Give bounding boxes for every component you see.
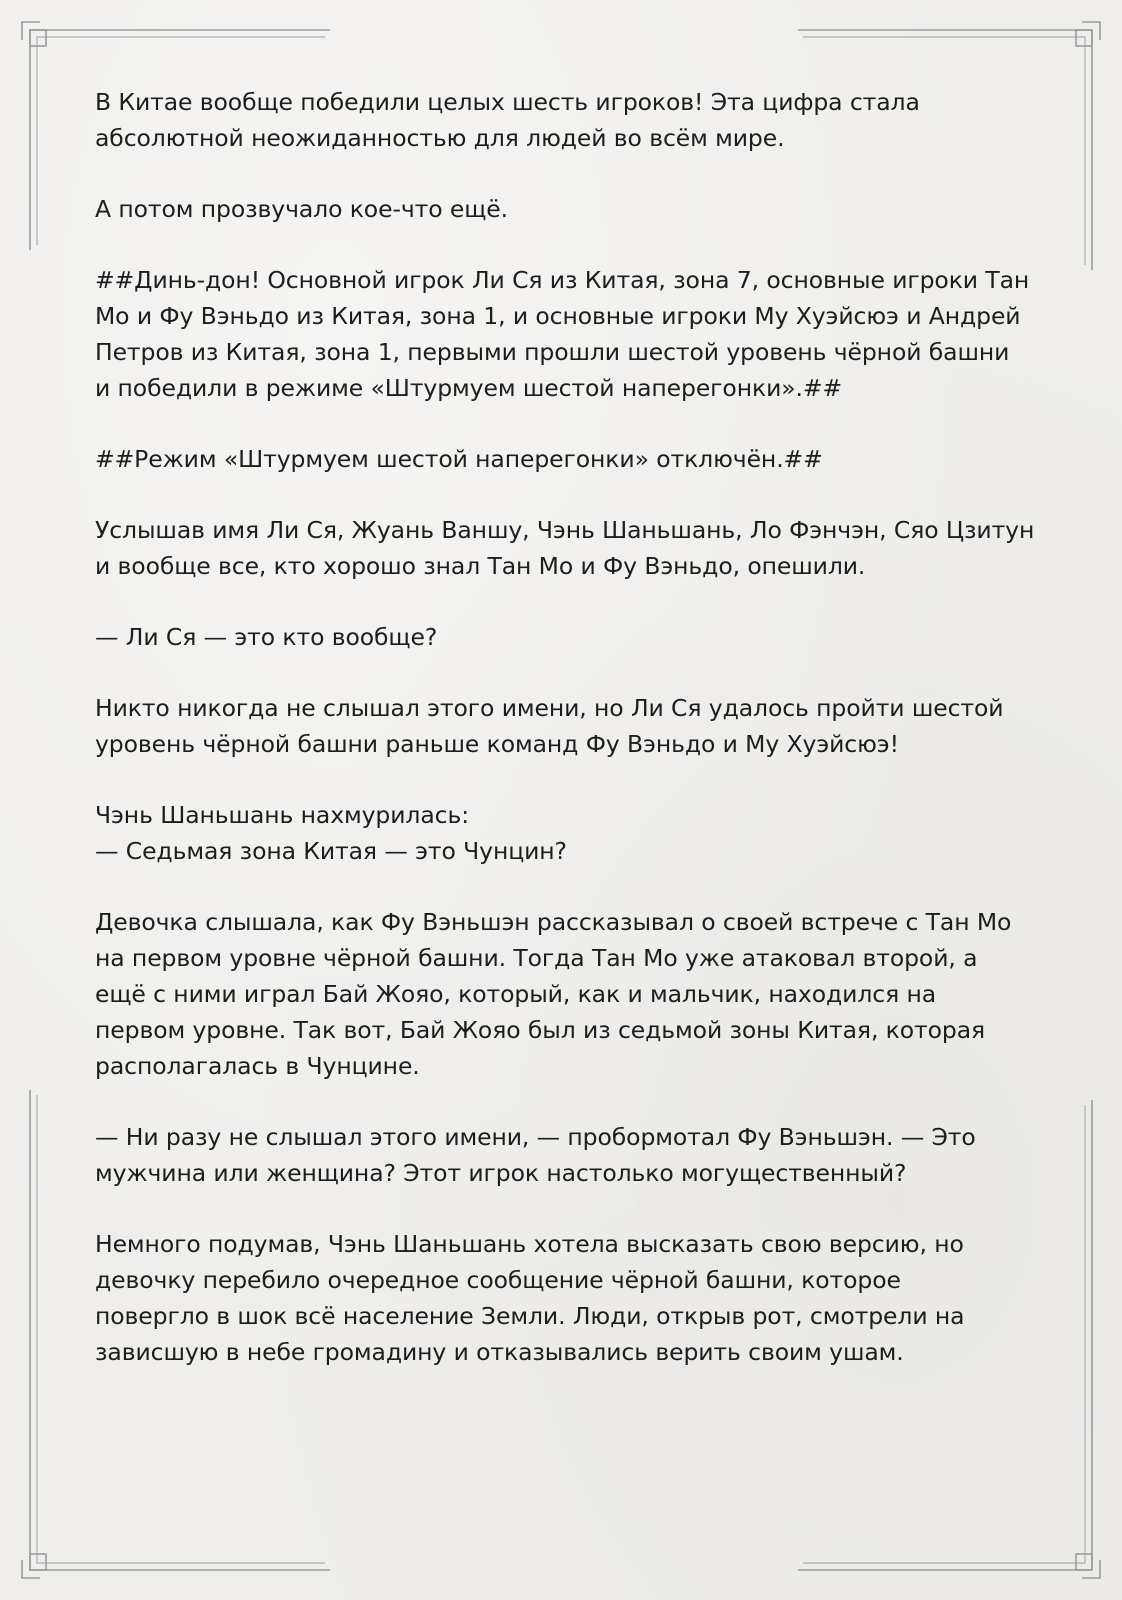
text-line: повергло в шок всё население Земли. Люди, открыв рот, смотрели на — [95, 1302, 965, 1330]
paragraph — [95, 191, 1035, 227]
text-line: Никто никогда не слышал этого имени, но Ли Ся удалось пройти шестой — [95, 694, 1004, 722]
text-line: ##Динь-дон! Основной игрок Ли Ся из Китая, зона 7, основные игроки Тан — [95, 266, 1030, 294]
text-line: А потом прозвучало кое-что ещё. — [95, 195, 508, 223]
text-line: ##Режим «Штурмуем шестой наперегонки» отключён.## — [95, 445, 823, 473]
paragraph — [95, 904, 1035, 1084]
text-line: уровень чёрной башни раньше команд Фу Вэньдо и Му Хуэйсюэ! — [95, 730, 899, 758]
paragraph — [95, 512, 1035, 584]
text-line: первом уровне. Так вот, Бай Жояо был из седьмой зоны Китая, которая — [95, 1016, 986, 1044]
text-line: В Китае вообще победили целых шесть игроков! Эта цифра стала — [95, 88, 920, 116]
text-line: и победили в режиме «Штурмуем шестой наперегонки».## — [95, 374, 843, 402]
paragraph — [95, 1226, 1035, 1370]
paragraph — [95, 690, 1035, 762]
text-line: Девочка слышала, как Фу Вэньшэн рассказывал о своей встрече с Тан Мо — [95, 908, 1012, 936]
text-line: мужчина или женщина? Этот игрок настолько могущественный? — [95, 1159, 907, 1187]
document-body — [95, 84, 1035, 1405]
text-line: Чэнь Шаньшань нахмурилась: — [95, 801, 470, 829]
text-line: и вообще все, кто хорошо знал Тан Мо и Фу Вэньдо, опешили. — [95, 552, 866, 580]
paragraph — [95, 441, 1035, 477]
paragraph — [95, 619, 1035, 655]
paragraph — [95, 1119, 1035, 1191]
paragraph — [95, 262, 1035, 406]
text-line: — Ли Ся — это кто вообще? — [95, 623, 438, 651]
paragraph — [95, 84, 1035, 156]
text-line: — Седьмая зона Китая — это Чунцин? — [95, 837, 567, 865]
text-line: Мо и Фу Вэньдо из Китая, зона 1, и основные игроки Му Хуэйсюэ и Андрей — [95, 302, 1021, 330]
text-line: ещё с ними играл Бай Жояо, который, как и мальчик, находился на — [95, 980, 937, 1008]
text-line: Немного подумав, Чэнь Шаньшань хотела высказать свою версию, но — [95, 1230, 964, 1258]
text-line: — Ни разу не слышал этого имени, — пробормотал Фу Вэньшэн. — Это — [95, 1123, 976, 1151]
text-line: на первом уровне чёрной башни. Тогда Тан Мо уже атаковал второй, а — [95, 944, 978, 972]
text-line: располагалась в Чунцине. — [95, 1052, 420, 1080]
text-line: девочку перебило очередное сообщение чёрной башни, которое — [95, 1266, 901, 1294]
paragraph — [95, 797, 1035, 869]
text-line: Услышав имя Ли Ся, Жуань Ваншу, Чэнь Шаньшань, Ло Фэнчэн, Сяо Цзитун — [95, 516, 1035, 544]
text-line: Петров из Китая, зона 1, первыми прошли шестой уровень чёрной башни — [95, 338, 1010, 366]
text-line: зависшую в небе громадину и отказывались верить своим ушам. — [95, 1338, 904, 1366]
text-line: абсолютной неожиданностью для людей во всём мире. — [95, 124, 785, 152]
